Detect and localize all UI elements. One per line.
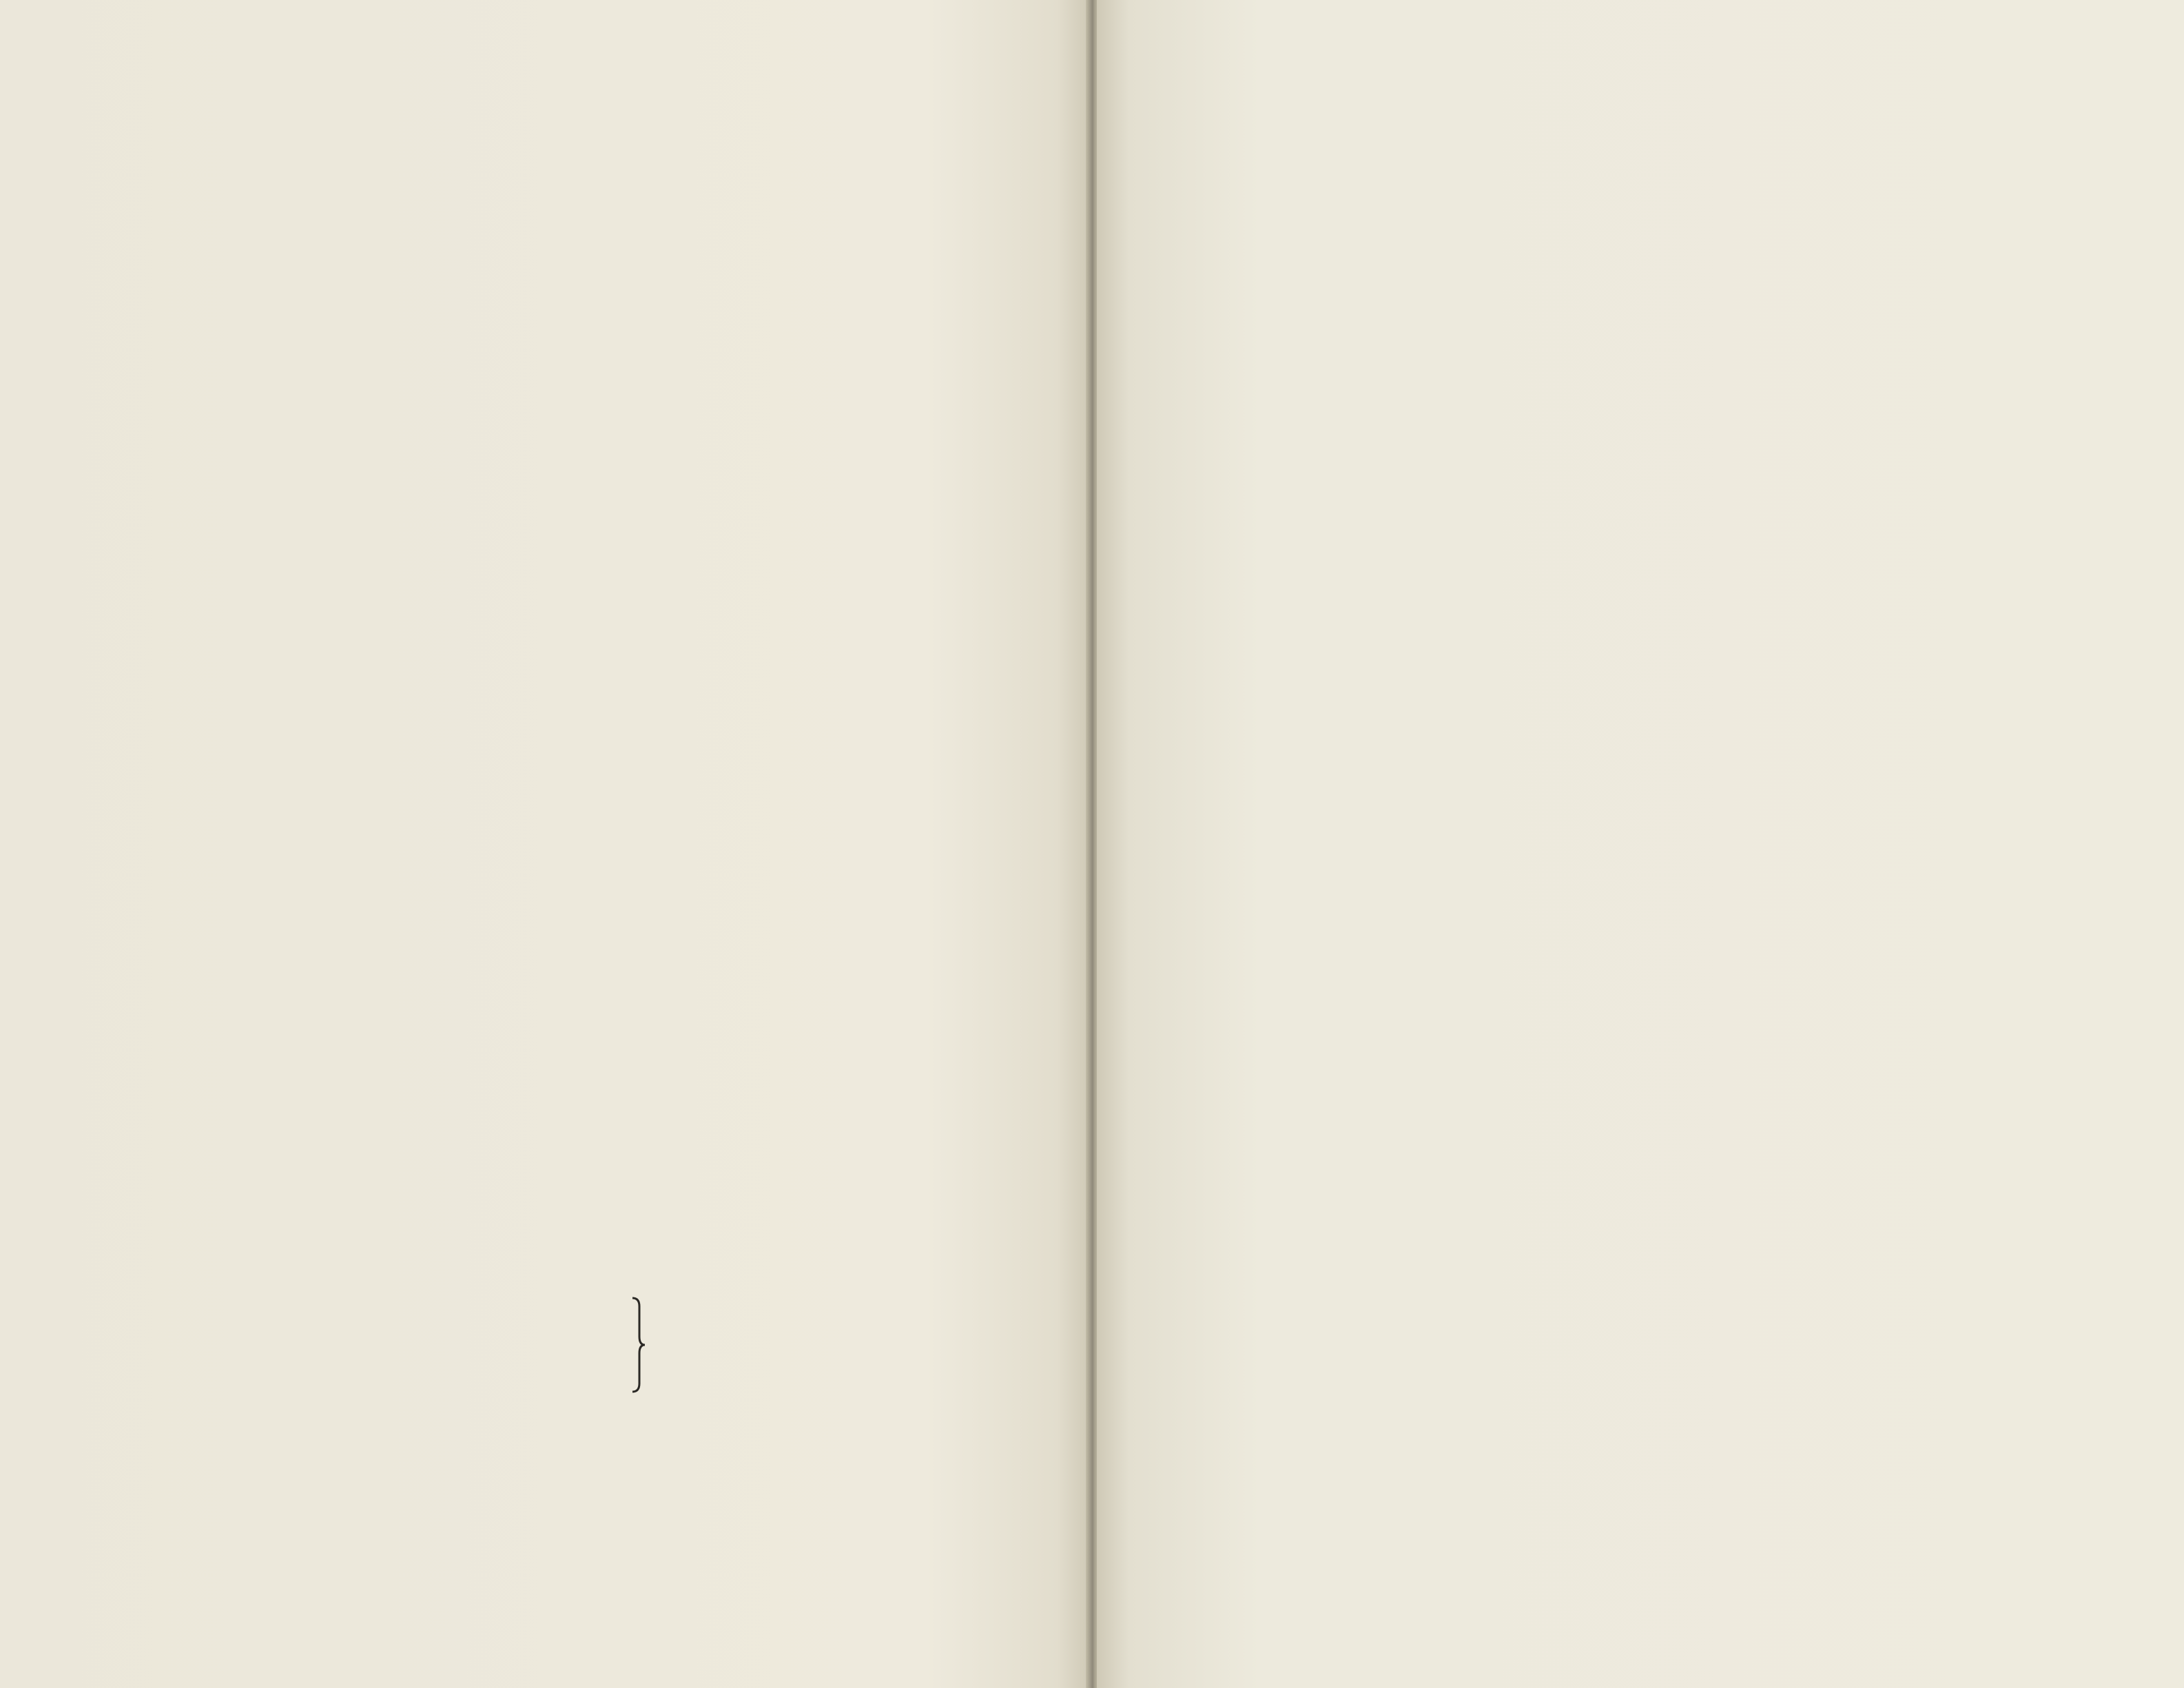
equinox-brace bbox=[631, 1297, 646, 1393]
left-page bbox=[0, 0, 1090, 1688]
right-page bbox=[1097, 0, 2184, 1688]
